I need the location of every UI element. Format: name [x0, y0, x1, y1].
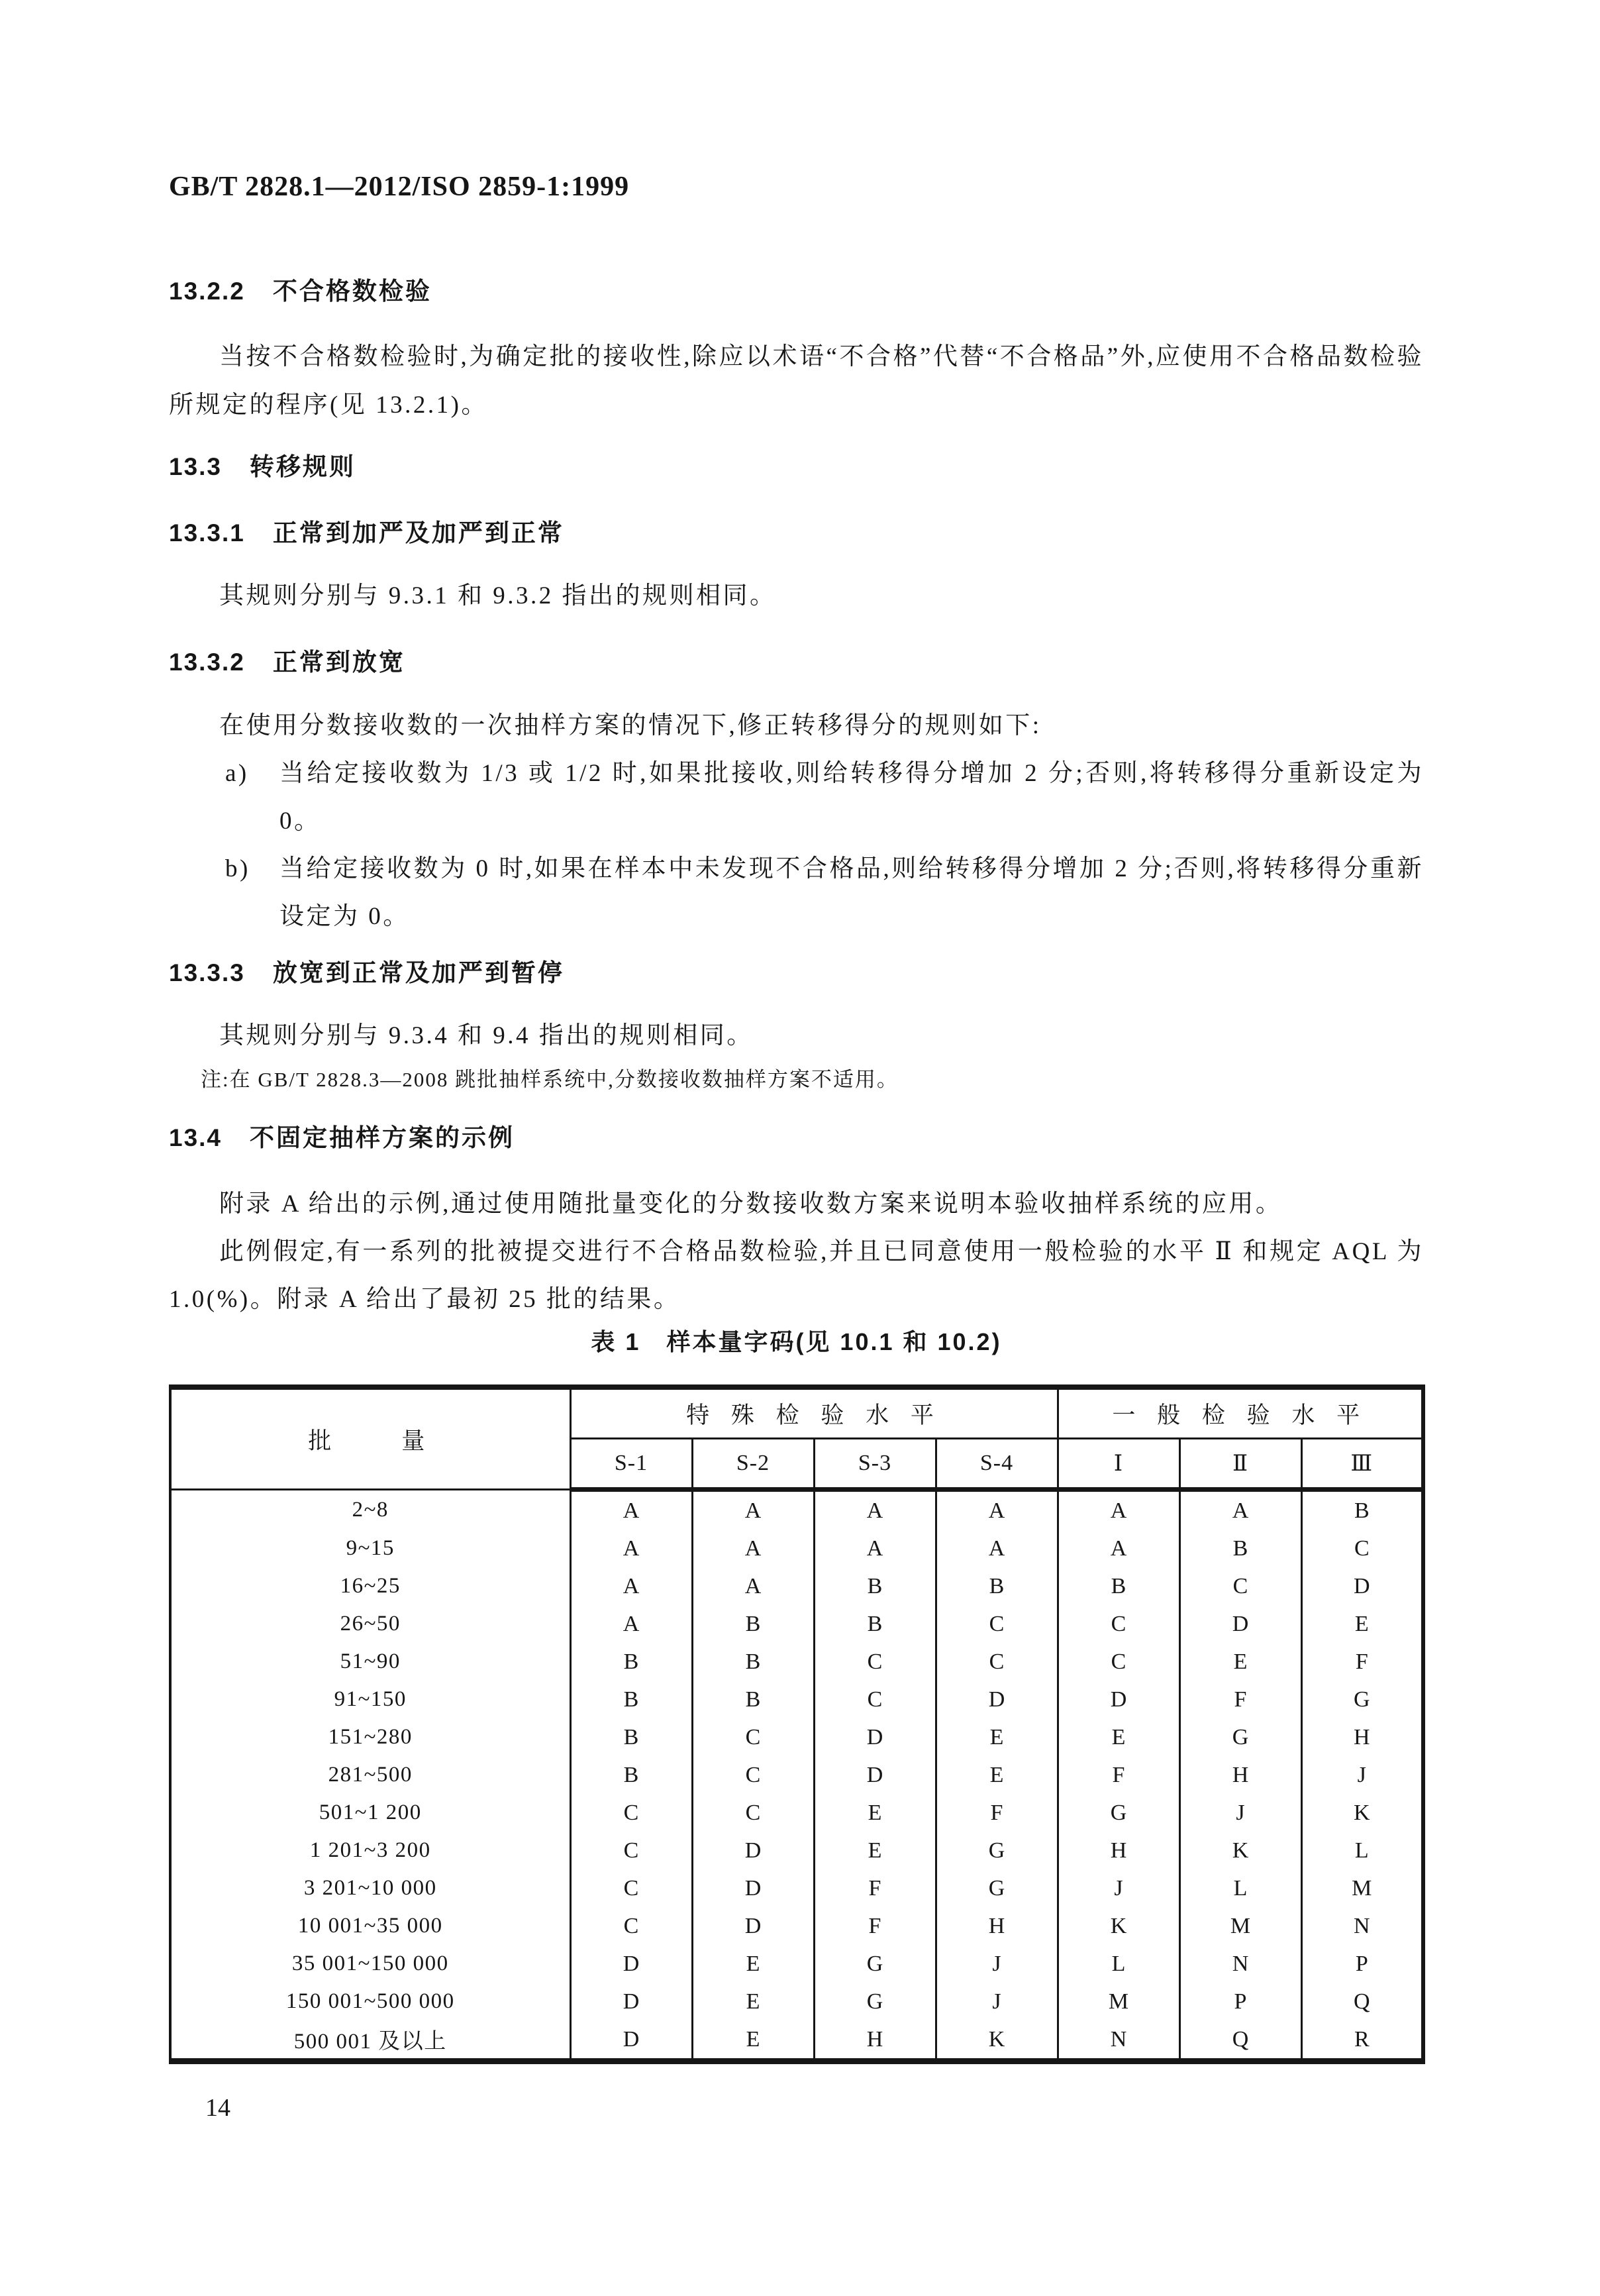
- code-letter-cell: D: [814, 1756, 936, 1794]
- code-letter-cell: E: [692, 1983, 814, 2020]
- code-letter-cell: A: [570, 1490, 692, 1530]
- doc-code: GB/T 2828.1—2012/ISO 2859-1:1999: [169, 172, 630, 202]
- batch-range-cell: 91~150: [170, 1681, 570, 1718]
- list-item-text: 当给定接收数为 0 时,如果在样本中未发现不合格品,则给转移得分增加 2 分;否则,将转移得分重新设定为 0。: [279, 855, 1424, 930]
- code-letter-cell: F: [1179, 1681, 1301, 1718]
- table-row: [170, 1983, 1423, 2020]
- list-marker: a): [225, 760, 249, 787]
- code-letter-cell: G: [1058, 1794, 1179, 1832]
- code-letter-cell: B: [570, 1681, 692, 1718]
- code-letter-cell: H: [936, 1907, 1058, 1945]
- code-letter-cell: L: [1058, 1945, 1179, 1983]
- code-letter-cell: D: [570, 1983, 692, 2020]
- code-letter-cell: D: [692, 1832, 814, 1869]
- code-letter-cell: B: [814, 1567, 936, 1605]
- code-letter-cell: K: [1179, 1832, 1301, 1869]
- code-letter-cell: A: [692, 1490, 814, 1530]
- section-number: 13.4: [169, 1124, 223, 1151]
- table-row: [170, 1605, 1423, 1643]
- code-letter-cell: B: [570, 1643, 692, 1681]
- code-letter-cell: C: [936, 1605, 1058, 1643]
- code-letter-cell: D: [692, 1869, 814, 1907]
- code-letter-cell: F: [1301, 1643, 1423, 1681]
- table-row: [170, 2020, 1423, 2061]
- table-row: [170, 1681, 1423, 1718]
- code-letter-cell: Q: [1179, 2020, 1301, 2061]
- code-letter-cell: L: [1179, 1869, 1301, 1907]
- code-letter-cell: M: [1179, 1907, 1301, 1945]
- code-letter-cell: C: [936, 1643, 1058, 1681]
- code-letter-cell: A: [936, 1530, 1058, 1567]
- section-heading-13-3-2: [169, 648, 1424, 677]
- code-letter-cell: D: [692, 1907, 814, 1945]
- batch-range-cell: 150 001~500 000: [170, 1983, 570, 2020]
- code-letter-cell: C: [692, 1718, 814, 1756]
- code-letter-cell: B: [692, 1681, 814, 1718]
- code-letter-cell: A: [570, 1530, 692, 1567]
- batch-range-cell: 1 201~3 200: [170, 1832, 570, 1869]
- code-letter-cell: F: [1058, 1756, 1179, 1794]
- code-letter-cell: A: [570, 1605, 692, 1643]
- code-letter-cell: C: [1301, 1530, 1423, 1567]
- code-letter-cell: N: [1301, 1907, 1423, 1945]
- section-heading-13-3: [169, 452, 1424, 482]
- level-header-cell: S-4: [936, 1439, 1058, 1490]
- table-row: [170, 1643, 1423, 1681]
- code-letter-cell: J: [936, 1983, 1058, 2020]
- code-letter-cell: C: [1179, 1567, 1301, 1605]
- code-letter-cell: A: [1058, 1490, 1179, 1530]
- code-letter-cell: R: [1301, 2020, 1423, 2061]
- code-letter-cell: M: [1058, 1983, 1179, 2020]
- code-letter-cell: H: [1058, 1832, 1179, 1869]
- list-item: [225, 845, 1424, 941]
- code-letter-cell: G: [936, 1832, 1058, 1869]
- code-letter-cell: J: [936, 1945, 1058, 1983]
- code-letter-cell: B: [1179, 1530, 1301, 1567]
- code-letter-cell: E: [692, 1945, 814, 1983]
- code-letter-cell: C: [692, 1756, 814, 1794]
- code-letter-cell: B: [692, 1605, 814, 1643]
- table-row: [170, 1869, 1423, 1907]
- list-marker: b): [225, 855, 250, 882]
- code-letter-cell: H: [1301, 1718, 1423, 1756]
- level-header-cell: S-2: [692, 1439, 814, 1490]
- code-letter-cell: F: [814, 1869, 936, 1907]
- table-row: [170, 1907, 1423, 1945]
- batch-range-cell: 2~8: [170, 1490, 570, 1530]
- code-letter-cell: B: [692, 1643, 814, 1681]
- code-letter-cell: A: [692, 1530, 814, 1567]
- section-number: 13.3.1: [169, 519, 245, 547]
- code-letter-cell: H: [814, 2020, 936, 2061]
- code-letter-cell: C: [570, 1832, 692, 1869]
- section-title: 放宽到正常及加严到暂停: [272, 959, 564, 986]
- level-header-cell: Ⅱ: [1179, 1439, 1301, 1490]
- code-letter-cell: M: [1301, 1869, 1423, 1907]
- code-letter-cell: C: [692, 1794, 814, 1832]
- section-title: 不固定抽样方案的示例: [250, 1124, 515, 1151]
- note-text: 注:在 GB/T 2828.3—2008 跳批抽样系统中,分数接收数抽样方案不适用。: [201, 1068, 899, 1091]
- table-group-header-row: [170, 1387, 1423, 1439]
- table-row: [170, 1756, 1423, 1794]
- code-letter-cell: H: [1179, 1756, 1301, 1794]
- code-letter-cell: L: [1301, 1832, 1423, 1869]
- code-letter-cell: N: [1058, 2020, 1179, 2061]
- code-letter-cell: A: [570, 1567, 692, 1605]
- table-row: [170, 1718, 1423, 1756]
- batch-range-cell: 26~50: [170, 1605, 570, 1643]
- code-letter-cell: B: [814, 1605, 936, 1643]
- code-letter-cell: N: [1179, 1945, 1301, 1983]
- code-letter-cell: D: [814, 1718, 936, 1756]
- code-letter-cell: P: [1179, 1983, 1301, 2020]
- code-letter-cell: J: [1301, 1756, 1423, 1794]
- code-letter-cell: E: [936, 1756, 1058, 1794]
- code-letter-cell: A: [814, 1490, 936, 1530]
- code-letter-cell: A: [1179, 1490, 1301, 1530]
- section-title: 正常到放宽: [272, 649, 405, 676]
- code-letter-cell: K: [1301, 1794, 1423, 1832]
- code-letter-cell: C: [1058, 1643, 1179, 1681]
- code-letter-cell: F: [936, 1794, 1058, 1832]
- list-item: [225, 750, 1424, 845]
- code-letter-cell: C: [814, 1643, 936, 1681]
- level-header-cell: S-3: [814, 1439, 936, 1490]
- code-letter-cell: Q: [1301, 1983, 1423, 2020]
- code-letter-cell: B: [1301, 1490, 1423, 1530]
- sample-size-code-table: [169, 1384, 1425, 2064]
- code-letter-cell: G: [1179, 1718, 1301, 1756]
- code-letter-cell: E: [936, 1718, 1058, 1756]
- general-inspection-levels-header: 一 般 检 验 水 平: [1058, 1387, 1423, 1439]
- batch-range-cell: 3 201~10 000: [170, 1869, 570, 1907]
- code-letter-cell: K: [936, 2020, 1058, 2061]
- code-letter-cell: A: [936, 1490, 1058, 1530]
- code-letter-cell: E: [1179, 1643, 1301, 1681]
- section-title: 转移规则: [250, 453, 356, 480]
- code-letter-cell: C: [570, 1869, 692, 1907]
- batch-range-cell: 16~25: [170, 1567, 570, 1605]
- code-letter-cell: E: [814, 1832, 936, 1869]
- code-letter-cell: G: [936, 1869, 1058, 1907]
- code-letter-cell: B: [570, 1718, 692, 1756]
- paragraph-13-3-3: 其规则分别与 9.3.4 和 9.4 指出的规则相同。: [219, 1022, 754, 1049]
- code-letter-cell: C: [570, 1794, 692, 1832]
- code-letter-cell: D: [1301, 1567, 1423, 1605]
- ordered-list-13-3-2: [169, 750, 1424, 941]
- paragraph-13-4-2: 此例假定,有一系列的批被提交进行不合格品数检验,并且已同意使用一般检验的水平 Ⅱ 和规定 AQL 为 1.0(%)。附录 A 给出了最初 25 批的结果。: [169, 1238, 1424, 1313]
- section-title: 不合格数检验: [272, 278, 432, 305]
- paragraph-13-3-1: 其规则分别与 9.3.1 和 9.3.2 指出的规则相同。: [219, 582, 777, 609]
- code-letter-cell: E: [692, 2020, 814, 2061]
- table-row: [170, 1530, 1423, 1567]
- code-letter-cell: P: [1301, 1945, 1423, 1983]
- code-letter-cell: D: [1179, 1605, 1301, 1643]
- code-letter-cell: E: [1058, 1718, 1179, 1756]
- code-letter-cell: D: [570, 2020, 692, 2061]
- section-heading-13-4: [169, 1123, 1424, 1153]
- code-letter-cell: A: [1058, 1530, 1179, 1567]
- table-row: [170, 1832, 1423, 1869]
- table-row: [170, 1945, 1423, 1983]
- code-letter-cell: G: [814, 1945, 936, 1983]
- table-row: [170, 1567, 1423, 1605]
- batch-range-cell: 35 001~150 000: [170, 1945, 570, 1983]
- level-header-cell: S-1: [570, 1439, 692, 1490]
- batch-range-cell: 9~15: [170, 1530, 570, 1567]
- code-letter-cell: D: [936, 1681, 1058, 1718]
- paragraph-13-2-2: 当按不合格数检验时,为确定批的接收性,除应以术语“不合格”代替“不合格品”外,应使用不合格品数检验所规定的程序(见 13.2.1)。: [169, 343, 1424, 419]
- code-letter-cell: E: [814, 1794, 936, 1832]
- table-row: [170, 1794, 1423, 1832]
- table-title: 表 1 样本量字码(见 10.1 和 10.2): [591, 1328, 1002, 1355]
- table-row: [170, 1490, 1423, 1530]
- section-heading-13-2-2: [169, 277, 1424, 306]
- code-letter-cell: J: [1179, 1794, 1301, 1832]
- code-letter-cell: C: [814, 1681, 936, 1718]
- code-letter-cell: K: [1058, 1907, 1179, 1945]
- paragraph-13-3-2: 在使用分数接收数的一次抽样方案的情况下,修正转移得分的规则如下:: [219, 712, 1042, 739]
- code-letter-cell: B: [570, 1756, 692, 1794]
- level-header-cell: Ⅲ: [1301, 1439, 1423, 1490]
- code-letter-cell: A: [692, 1567, 814, 1605]
- batch-range-cell: 51~90: [170, 1643, 570, 1681]
- section-number: 13.3: [169, 453, 223, 480]
- code-letter-cell: F: [814, 1907, 936, 1945]
- section-number: 13.2.2: [169, 278, 245, 305]
- section-number: 13.3.3: [169, 959, 245, 986]
- paragraph-13-4-1: 附录 A 给出的示例,通过使用随批量变化的分数接收数方案来说明本验收抽样系统的应用。: [219, 1190, 1283, 1218]
- batch-range-cell: 500 001 及以上: [170, 2020, 570, 2061]
- section-heading-13-3-3: [169, 959, 1424, 988]
- page-number: 14: [205, 2094, 230, 2122]
- section-number: 13.3.2: [169, 649, 245, 676]
- section-title: 正常到加严及加严到正常: [272, 519, 564, 547]
- code-letter-cell: C: [1058, 1605, 1179, 1643]
- section-heading-13-3-1: [169, 519, 1424, 548]
- code-letter-cell: D: [570, 1945, 692, 1983]
- batch-range-cell: 501~1 200: [170, 1794, 570, 1832]
- code-letter-cell: G: [814, 1983, 936, 2020]
- code-letter-cell: B: [936, 1567, 1058, 1605]
- batch-range-cell: 10 001~35 000: [170, 1907, 570, 1945]
- level-header-cell: Ⅰ: [1058, 1439, 1179, 1490]
- code-letter-cell: G: [1301, 1681, 1423, 1718]
- list-item-text: 当给定接收数为 1/3 或 1/2 时,如果批接收,则给转移得分增加 2 分;否则,将转移得分重新设定为 0。: [279, 760, 1424, 835]
- batch-size-header-cell: 批 量: [170, 1387, 570, 1490]
- code-letter-cell: B: [1058, 1567, 1179, 1605]
- code-letter-cell: C: [570, 1907, 692, 1945]
- code-letter-cell: J: [1058, 1869, 1179, 1907]
- code-letter-cell: E: [1301, 1605, 1423, 1643]
- batch-range-cell: 281~500: [170, 1756, 570, 1794]
- code-letter-cell: A: [814, 1530, 936, 1567]
- batch-range-cell: 151~280: [170, 1718, 570, 1756]
- special-inspection-levels-header: 特 殊 检 验 水 平: [570, 1387, 1058, 1439]
- code-letter-cell: D: [1058, 1681, 1179, 1718]
